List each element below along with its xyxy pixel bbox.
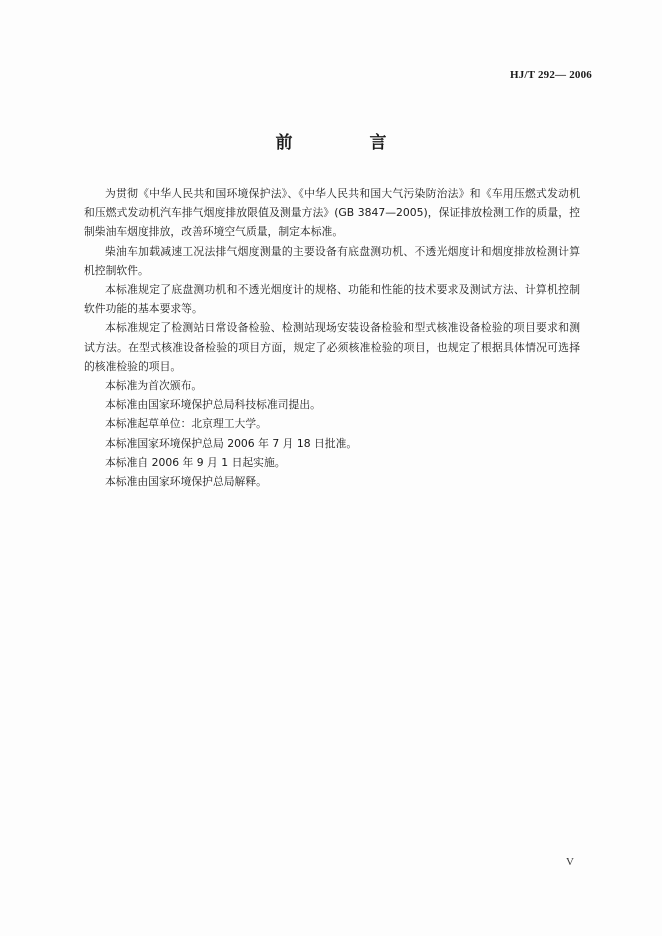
paragraph: 本标准由国家环境保护总局解释。 — [105, 475, 267, 489]
body-text — [84, 184, 580, 491]
paragraph: 本标准规定了检测站日常设备检验、检测站现场安装设备检验和型式核准设备检验的项目要求和测试方法。在型式核准设备检验的项目方面，规定了必须核准检验的项目，也规定了根据具体情况可选择的核准检验的项目。 — [84, 321, 580, 373]
standard-code: HJ/T 292— 2006 — [509, 69, 592, 81]
page-number: V — [566, 856, 574, 868]
paragraph: 柴油车加载减速工况法排气烟度测量的主要设备有底盘测功机、不透光烟度计和烟度排放检测计算机控制软件。 — [84, 244, 580, 277]
paragraph: 本标准自 2006 年 9 月 1 日起实施。 — [105, 455, 286, 469]
paragraph: 本标准规定了底盘测功机和不透光烟度计的规格、功能和性能的技术要求及测试方法、计算机控制软件功能的基本要求等。 — [84, 283, 580, 316]
paragraph: 本标准由国家环境保护总局科技标准司提出。 — [105, 398, 321, 412]
paragraph: 为贯彻《中华人民共和国环境保护法》、《中华人民共和国大气污染防治法》和《车用压燃式发动机和压燃式发动机汽车排气烟度排放限值及测量方法》(GB 3847—2005)，保证排放检测工作的质量，控制柴油车烟度排放，改善环境空气质量，制定本标准。 — [84, 187, 580, 239]
paragraph: 本标准起草单位：北京理工大学。 — [105, 417, 267, 431]
paragraph: 本标准为首次颁布。 — [105, 379, 203, 393]
paragraph: 本标准国家环境保护总局 2006 年 7 月 18 日批准。 — [105, 436, 358, 450]
page-title: 前 言 — [275, 133, 417, 153]
